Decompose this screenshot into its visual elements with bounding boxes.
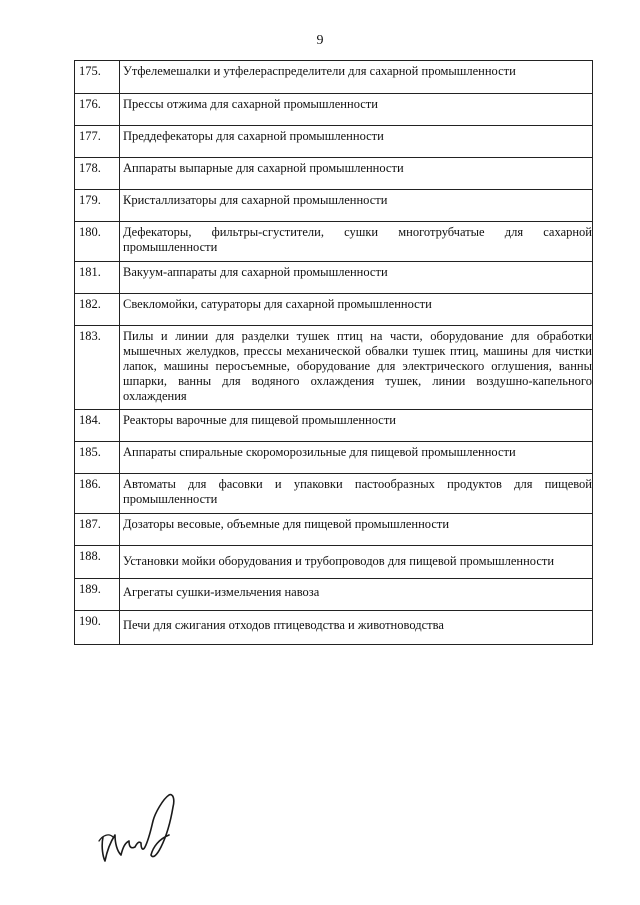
row-text: Кристаллизаторы для сахарной промышленности (120, 190, 593, 222)
table-row (75, 294, 593, 326)
row-text: Дозаторы весовые, объемные для пищевой промышленности (120, 514, 593, 546)
table-row (75, 326, 593, 410)
row-number: 187. (75, 514, 120, 546)
row-text: Установки мойки оборудования и трубопроводов для пищевой промышленности (120, 546, 593, 579)
equipment-list-table (74, 60, 593, 645)
row-number: 178. (75, 158, 120, 190)
row-number: 183. (75, 326, 120, 410)
page-number: 9 (316, 33, 324, 48)
table-row (75, 410, 593, 442)
row-number: 177. (75, 126, 120, 158)
row-text: Дефекаторы, фильтры-сгустители, сушки многотрубчатые для сахарной промышленности (120, 222, 593, 262)
row-number: 189. (75, 579, 120, 611)
table-row (75, 94, 593, 126)
table-row (75, 126, 593, 158)
row-number: 184. (75, 410, 120, 442)
row-number: 181. (75, 262, 120, 294)
table-row (75, 611, 593, 645)
table-row (75, 546, 593, 579)
row-number: 188. (75, 546, 120, 579)
row-text: Свекломойки, сатураторы для сахарной промышленности (120, 294, 593, 326)
table-row (75, 190, 593, 222)
row-number: 186. (75, 474, 120, 514)
row-number: 180. (75, 222, 120, 262)
row-text: Печи для сжигания отходов птицеводства и животноводства (120, 611, 593, 645)
row-text: Аппараты выпарные для сахарной промышленности (120, 158, 593, 190)
row-text: Автоматы для фасовки и упаковки пастообразных продуктов для пищевой промышленности (120, 474, 593, 514)
row-number: 175. (75, 61, 120, 94)
row-number: 185. (75, 442, 120, 474)
row-number: 182. (75, 294, 120, 326)
table-row (75, 222, 593, 262)
row-text: Преддефекаторы для сахарной промышленности (120, 126, 593, 158)
row-text: Аппараты спиральные скороморозильные для пищевой промышленности (120, 442, 593, 474)
row-text: Прессы отжима для сахарной промышленности (120, 94, 593, 126)
row-text: Агрегаты сушки-измельчения навоза (120, 579, 593, 611)
table-row (75, 579, 593, 611)
row-text: Пилы и линии для разделки тушек птиц на части, оборудование для обработки мышечных желудков, прессы механической обвалки тушек птиц, машины для чистки лапок, машины перосъемные, оборудование для электрического оглушения, ванны шпарки, ванны для водяного охлаждения тушек, линии воздушно-капельного охлаждения (120, 326, 593, 410)
table-row (75, 61, 593, 94)
table-row (75, 442, 593, 474)
row-number: 176. (75, 94, 120, 126)
table-row (75, 262, 593, 294)
row-number: 190. (75, 611, 120, 645)
row-number: 179. (75, 190, 120, 222)
table-row (75, 158, 593, 190)
table-row (75, 514, 593, 546)
row-text: Реакторы варочные для пищевой промышленности (120, 410, 593, 442)
row-text: Утфелемешалки и утфелераспределители для сахарной промышленности (120, 61, 593, 94)
table-row (75, 474, 593, 514)
handwritten-signature-icon (95, 785, 195, 865)
row-text: Вакуум-аппараты для сахарной промышленности (120, 262, 593, 294)
